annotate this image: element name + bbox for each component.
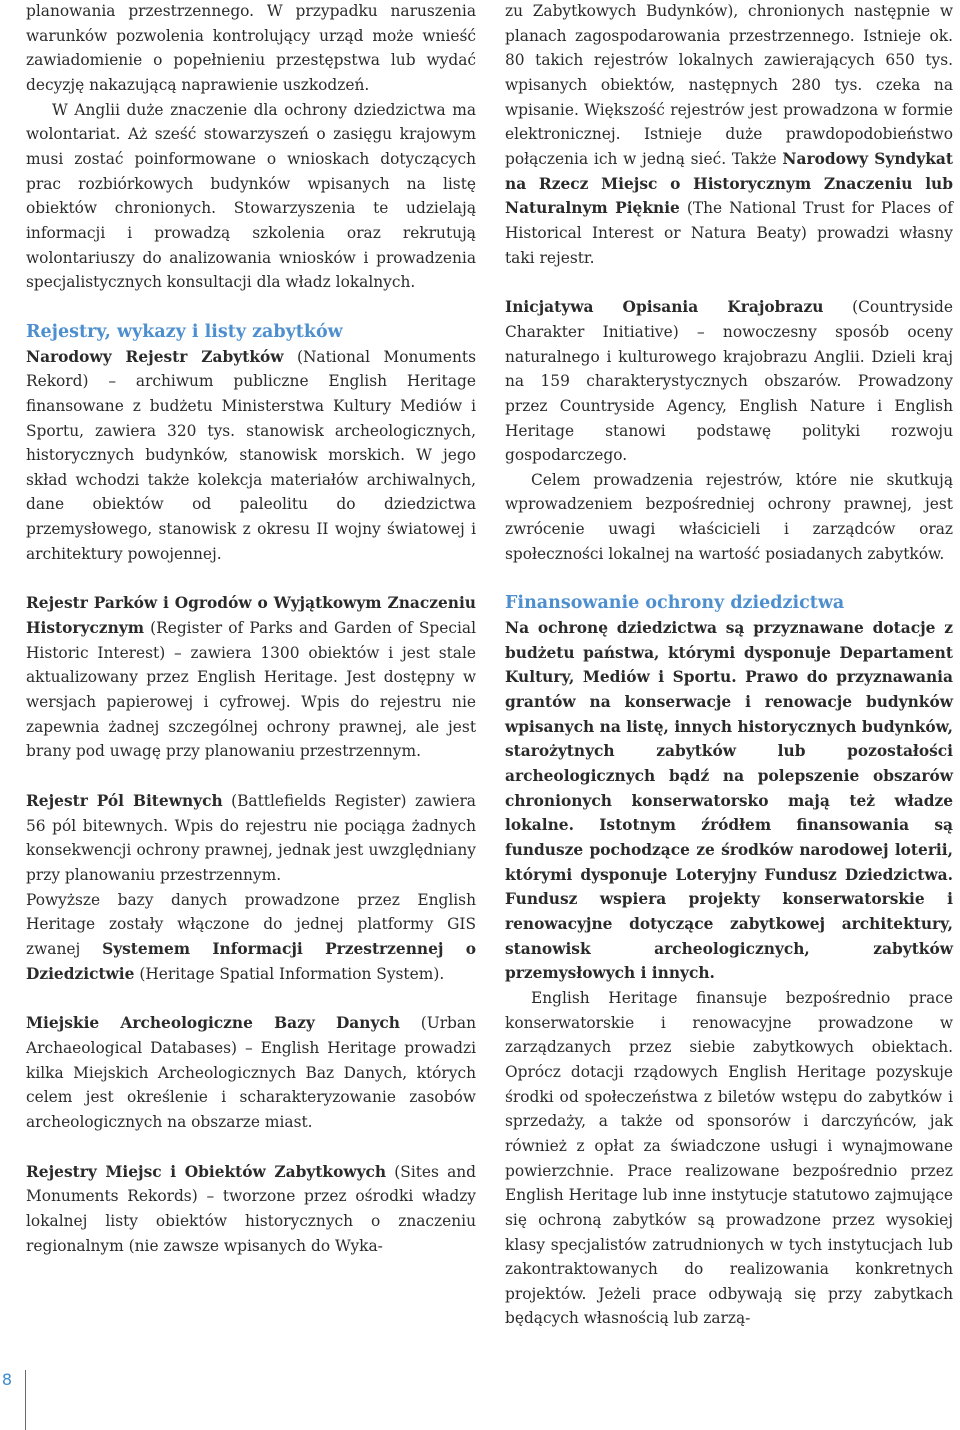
paragraph-volunteering: W Anglii duże znaczenie dla ochrony dziedzictwa ma wolontariat. Aż sześć stowarzyszeń o zasięgu krajowym musi zostać poinformowane o wnioskach dotyczących prac rozbiórkowych budynków wpisanych na listę obiektów chronionych. Stowarzyszenia te udzielają informacji i prowadzą szkolenia oraz rekrutują wolontariuszy do analizowania wniosków i prowadzenia specjalistycznych konsultacji dla władz lokalnych. — [26, 100, 476, 292]
paragraph-parks-register — [26, 591, 476, 764]
paragraph-sites-monuments-records — [26, 1160, 476, 1259]
paragraph-financing-lead: Na ochronę dziedzictwa są przyznawane dotacje z budżetu państwa, którymi dysponuje Departament Kultury, Mediów i Sportu. Prawo do przyznawania grantów na konserwacje i renowacje budynków wpisanych na listę, innych historycznych budynków, starożytnych zabytków lub pozostałości archeologicznych bądź na polepszenie obszarów chronionych konserwatorsko mają też władze lokalne. Istotnym źródłem finansowania są fundusze pochodzące ze środków narodowej loterii, którymi dysponuje Loteryjny Fundusz Dziedzictwa. Fundusz wspiera projekty konserwatorskie i renowacyjne dotyczące zabytkowej architektury, stanowisk archeologicznych, zabytków przemysłowych i innych. — [505, 619, 953, 983]
paragraph-english-heritage-funding: English Heritage finansuje bezpośrednio prace konserwatorskie i renowacyjne prowadzone w zarządzanych przez siebie zabytkowych obiektach. Oprócz dotacji rządowych English Heritage pozyskuje środki od społeczeństwa z biletów wstępu do zabytków i sprzedaży, a także od sponsorów i darczyńców, jak również z opłat za świadczone usługi i wynajmowane powierzchnie. Prace realizowane bezpośrednio przez English Heritage lub inne instytucje statutowo zajmujące się ochroną zabytków są prowadzone przez wysokiej klasy specjalistów zatrudnionych w tych instytucjach lub zakontraktowanych do realizowania konkretnych projektów. Jeżeli prace odbywają się przy zabytkach będących własnością lub zarzą- — [505, 988, 953, 1328]
section-heading-financing: Finansowanie ochrony dziedzictwa — [505, 593, 845, 614]
term-countryside-initiative: Inicjatywa Opisania Krajobrazu — [505, 298, 824, 317]
term-national-trust: Narodowy Syndykat na Rzecz Miejsc o Historycznym Znaczeniu lub Naturalnym Pięknie — [505, 149, 953, 218]
paragraph-planning-violations: planowania przestrzennego. W przypadku naruszenia warunków pozwolenia kontrolujący urząd może wnieść zawiadomienie o popełnieniu przestępstwa lub wydać decyzję nakazującą naprawienie uszkodzeń. — [26, 2, 476, 94]
paragraph-registers-purpose: Celem prowadzenia rejestrów, które nie skutkują wprowadzeniem bezpośredniej ochrony prawnej, jest zwrócenie uwagi właścicieli i zarządców oraz społeczności lokalnej na wartość posiadanych zabytków. — [505, 470, 953, 563]
paragraph-gis-platform-text-b: (Heritage Spatial Information System). — [134, 964, 445, 983]
paragraph-battlefields-register — [26, 789, 476, 888]
paragraph-gis-platform-text-a: Powyższe bazy danych prowadzone przez English Heritage zostały włączone do jednej platformy GIS zwanej — [26, 890, 476, 958]
term-national-register: Narodowy Rejestr Zabytków — [26, 347, 284, 366]
left-column — [26, 0, 476, 1258]
paragraph-urban-archaeological-db — [26, 1011, 476, 1134]
right-column — [505, 0, 953, 1331]
paragraph-sites-monuments-records-text: (Sites and Monuments Rekords) – tworzone przez ośrodki władzy lokalnej listy obiektów historycznych o znaczeniu regionalnym (nie zawsze wpisanych do Wyka- — [26, 1162, 477, 1255]
page-number: 8 — [1, 1370, 13, 1389]
paragraph-local-registers — [505, 0, 953, 270]
paragraph-local-registers-text-a: zu Zabytkowych Budynków), chronionych następnie w planach zagospodarowania przestrzennego. Istnieje ok. 80 takich rejestrów lokalnych zawierających 650 tys. wpisanych obiektów, następnych 280 tys. czeka na wpisanie. Większość rejestrów jest prowadzona w formie elektronicznej. Istnieje duże prawdopodobieństwo połączenia ich w jedną sieć. Także — [505, 2, 953, 168]
paragraph-gis-platform — [26, 888, 476, 987]
page-number-divider — [25, 1370, 26, 1430]
paragraph-national-register-text: (National Monuments Rekord) – archiwum publiczne English Heritage finansowane z budżetu Ministerstwa Kultury Mediów i Sportu, zawiera 320 tys. stanowisk archeologicznych, historycznych budynków, stanowisk morskich. W jego skład wchodzi także kolekcja materiałów archiwalnych, dane obiektów od paleolitu do dziedzictwa przemysłowego, stanowisk z okresu II wojny światowej i architektury powojennej. — [26, 347, 476, 563]
term-battlefields-register: Rejestr Pól Bitewnych — [26, 792, 223, 811]
term-gis-system: Systemem Informacji Przestrzennej o Dziedzictwie — [26, 939, 476, 983]
term-urban-archaeological-db: Miejskie Archeologiczne Bazy Danych — [26, 1014, 400, 1033]
term-parks-register: Rejestr Parków i Ogrodów o Wyjątkowym Znaczeniu Historycznym — [26, 594, 476, 638]
section-heading-registers: Rejestry, wykazy i listy zabytków — [26, 321, 343, 342]
paragraph-countryside-initiative — [505, 295, 953, 468]
paragraph-local-registers-text-b: (The National Trust for Places of Historical Interest or Natura Beaty) prowadzi własny taki rejestr. — [505, 199, 954, 267]
paragraph-countryside-initiative-text: (Countryside Charakter Initiative) – nowoczesny sposób oceny naturalnego i kulturowego krajobrazu Anglii. Dzieli kraj na 159 charakterystycznych obszarów. Prowadzony przez Countryside Agency, English Nature i English Heritage stanowi podstawę polityki rozwoju gospodarczego. — [505, 298, 953, 465]
paragraph-parks-register-text: (Register of Parks and Garden of Special Historic Interest) – zawiera 1300 obiektów i jest stale aktualizowany przez English Heritage. Jest dostępny w wersjach papierowej i cyfrowej. Wpis do rejestru nie zapewnia żadnej szczególnej ochrony prawnej, ale jest brany pod uwagę przy planowaniu przestrzennym. — [26, 619, 476, 761]
term-sites-monuments-records: Rejestry Miejsc i Obiektów Zabytkowych — [26, 1162, 387, 1181]
paragraph-battlefields-register-text: (Battlefields Register) zawiera 56 pól bitewnych. Wpis do rejestru nie pociąga żadnych konsekwencji ochrony prawnej, jednak jest uwzględniany przy planowaniu przestrzennym. — [26, 792, 476, 884]
paragraph-urban-archaeological-db-text: (Urban Archaeological Databases) – English Heritage prowadzi kilka Miejskich Archeologicznych Baz Danych, których celem jest określenie i scharakteryzowanie zasobów archeologicznych na obszarze miast. — [26, 1014, 476, 1131]
paragraph-national-register — [26, 345, 476, 567]
